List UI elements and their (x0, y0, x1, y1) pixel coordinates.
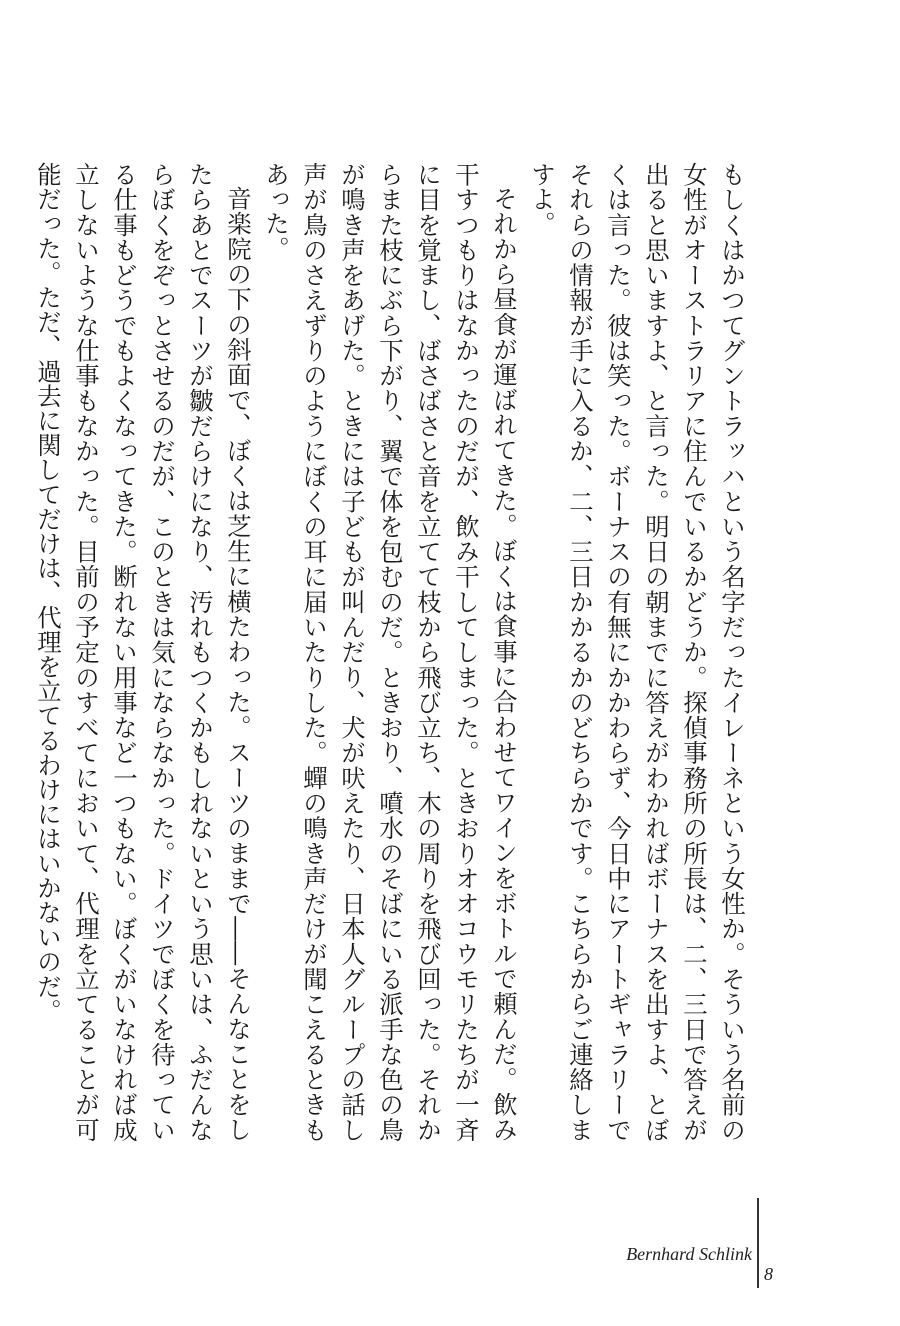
paragraph-1: もしくはかつてグントラッハという名字だったイレーネという女性か。そういう名前の女性がオーストラリアに住んでいるかどうか。探偵事務所の所長は、二、三日で答えが出ると思いますよ、と言った。明日の朝までに答えがわかればボーナスを出すよ、とぼくは言った。彼は笑った。ボーナスの有無にかかわらず、今日中にアートギャラリーでそれらの情報が手に入るか、二、三日かかるかのどちらかです。こちらからご連絡しますよ。 (527, 162, 746, 1142)
paragraph-3: 音楽院の下の斜面で、ぼくは芝生に横たわった。スーツのままで――そんなことをしたらあとでスーツが皺だらけになり、汚れもつくかもしれないという思いは、ふだんならぼくをぞっとさせるのだが、このときは気にならなかった。ドイツでぼくを待っている仕事もどうでもよくなってきた。断れない用事など一つもない。ぼくがいなければ成立しないような仕事もなかった。目前の予定のすべてにおいて、代理を立てることが可能だった。ただ、過去に関してだけは、代理を立てるわけにはいかないのだ。 (33, 162, 252, 1142)
footer-divider (757, 1198, 759, 1288)
author-name: Bernhard Schlink (626, 1244, 752, 1264)
vertical-text-body (33, 162, 750, 1142)
page-number: 8 (764, 1264, 773, 1284)
page-footer (626, 1198, 790, 1290)
paragraph-2: それから昼食が運ばれてきた。ぼくは食事に合わせてワインをボトルで頼んだ。飲み干すつもりはなかったのだが、飲み干してしまった。ときおりオオコウモリたちが一斉に目を覚まし、ばさばさと音を立てて枝から飛び立ち、木の周りを飛び回った。それからまた枝にぶら下がり、翼で体を包むのだ。ときおり、噴水のそばにいる派手な色の鳥が鳴き声をあげた。ときには子どもが叫んだり、犬が吠えたり、日本人グループの話し声が鳥のさえずりのようにぼくの耳に届いたりした。蟬の鳴き声だけが聞こえるときもあった。 (261, 162, 518, 1142)
